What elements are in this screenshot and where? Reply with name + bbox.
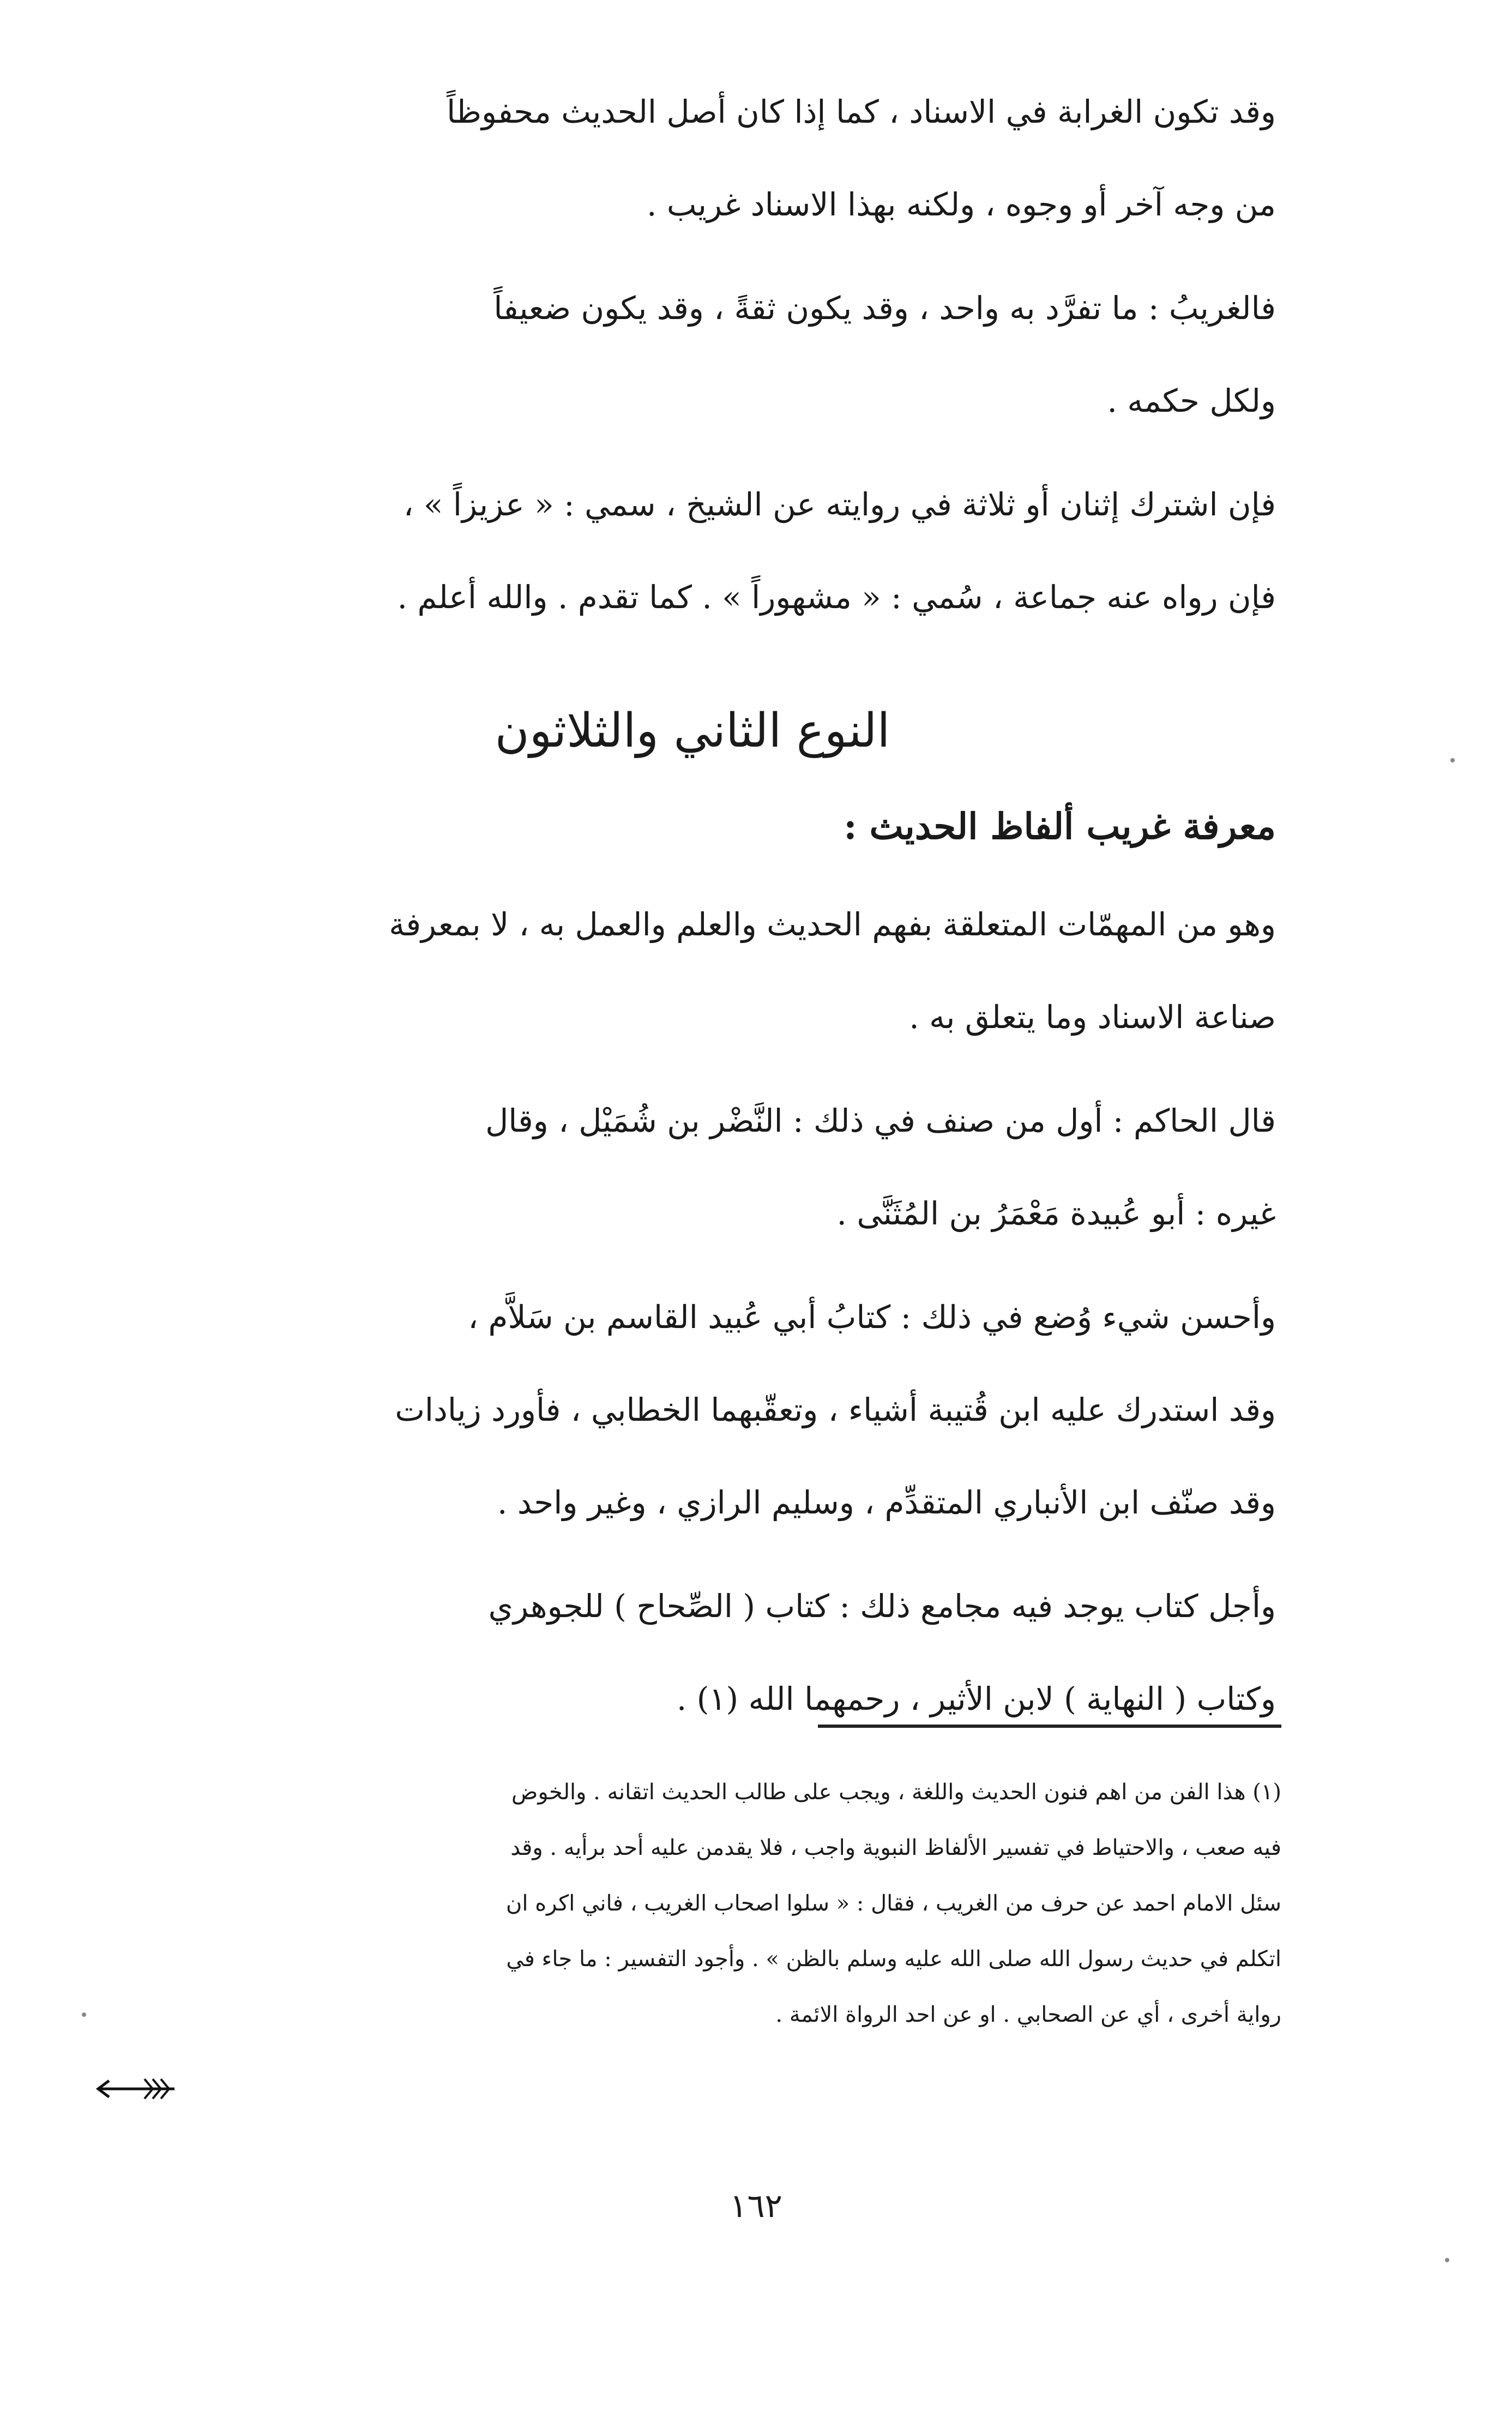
chapter-title: النوع الثاني والثلاثون — [495, 704, 890, 758]
text-line: فالغريبُ : ما تفرَّد به واحد ، وقد يكون ثقةً ، وقد يكون ضعيفاً — [493, 290, 1276, 327]
body-paragraph-1 — [109, 878, 1276, 1064]
text-line: وأحسن شيء وُضع في ذلك : كتابُ أبي عُبيد القاسم بن سَلاَّم ، — [468, 1299, 1276, 1336]
arrow-left-icon — [93, 2072, 180, 2105]
footnote-separator-rule — [818, 1725, 1281, 1728]
page-number: ١٦٢ — [730, 2187, 782, 2225]
intro-paragraph-3 — [109, 458, 1276, 644]
text-line: وهو من المهمّات المتعلقة بفهم الحديث والعلم والعمل به ، لا بمعرفة — [389, 906, 1276, 943]
footnote-line: رواية أخرى ، أي عن الصحابي . او عن احد الرواة الائمة . — [775, 2002, 1281, 2027]
footnote-line: (١) هذا الفن من اهم فنون الحديث واللغة ، ويجب على طالب الحديث اتقانه . والخوض — [511, 1780, 1281, 1805]
body-paragraph-3 — [109, 1271, 1276, 1549]
text-line: ولكل حكمه . — [1107, 382, 1276, 419]
footnote-line: اتكلم في حديث رسول الله صلى الله عليه وسلم بالظن » . وأجود التفسير : ما جاء في — [506, 1947, 1281, 1972]
text-line: من وجه آخر أو وجوه ، ولكنه بهذا الاسناد غريب . — [647, 186, 1276, 223]
body-paragraph-2 — [109, 1074, 1276, 1260]
intro-paragraph-2 — [109, 262, 1276, 447]
text-line: وقد صنّف ابن الأنباري المتقدِّم ، وسليم الرازي ، وغير واحد . — [497, 1484, 1276, 1521]
scan-speck — [1450, 758, 1455, 762]
footnote-line: سئل الامام احمد عن حرف من الغريب ، فقال : « سلوا اصحاب الغريب ، فاني اكره ان — [505, 1891, 1281, 1916]
text-line: فإن رواه عنه جماعة ، سُمي : « مشهوراً » . كما تقدم . والله أعلم . — [397, 579, 1276, 616]
text-line: فإن اشترك إثنان أو ثلاثة في روايته عن الشيخ ، سمي : « عزيزاً » ، — [403, 486, 1276, 523]
text-line: وقد تكون الغرابة في الاسناد ، كما إذا كان أصل الحديث محفوظاً — [447, 93, 1276, 130]
text-line: وأجل كتاب يوجد فيه مجامع ذلك : كتاب ( الصِّحاح ) للجوهري — [488, 1588, 1276, 1625]
footnote-line: فيه صعب ، والاحتياط في تفسير الألفاظ النبوية واجب ، فلا يقدمن عليه أحد برأيه . وقد — [510, 1835, 1281, 1860]
text-line: صناعة الاسناد وما يتعلق به . — [909, 999, 1276, 1036]
scan-speck — [82, 2013, 86, 2017]
text-line: غيره : أبو عُبيدة مَعْمَرُ بن المُثَنَّى . — [836, 1195, 1276, 1232]
text-line: وقد استدرك عليه ابن قُتيبة أشياء ، وتعقّبهما الخطابي ، فأورد زيادات — [395, 1391, 1276, 1428]
scan-speck — [1445, 2258, 1449, 2262]
page-body — [109, 65, 1276, 1756]
text-line: وكتاب ( النهاية ) لابن الأثير ، رحمهما الله (١) . — [676, 1680, 1276, 1717]
intro-paragraph-1 — [109, 65, 1276, 251]
body-paragraph-4 — [109, 1560, 1276, 1745]
section-title: معرفة غريب ألفاظ الحديث : — [844, 805, 1276, 848]
text-line: قال الحاكم : أول من صنف في ذلك : النَّضْر بن شُمَيْل ، وقال — [485, 1102, 1276, 1139]
footnotes — [82, 1764, 1281, 2042]
